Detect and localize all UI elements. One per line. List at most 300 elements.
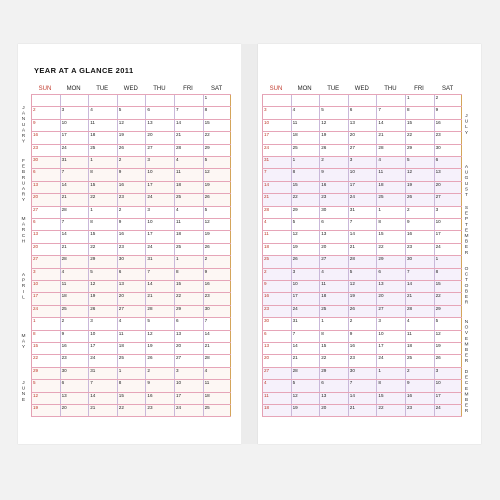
date-cell[interactable]: 11 xyxy=(262,393,290,405)
date-cell[interactable]: 17 xyxy=(60,132,88,144)
date-cell[interactable] xyxy=(88,95,116,107)
date-cell[interactable]: 22 xyxy=(174,293,202,305)
date-cell[interactable]: 9 xyxy=(145,380,173,392)
date-cell[interactable]: 12 xyxy=(88,281,116,293)
date-cell[interactable]: 1 xyxy=(203,95,231,107)
date-cell[interactable]: 17 xyxy=(262,132,290,144)
date-cell[interactable] xyxy=(60,95,88,107)
date-cell[interactable]: 10 xyxy=(88,331,116,343)
date-cell[interactable]: 13 xyxy=(60,393,88,405)
date-cell[interactable]: 8 xyxy=(31,331,59,343)
date-cell[interactable]: 14 xyxy=(174,120,202,132)
date-cell[interactable]: 28 xyxy=(405,306,433,318)
date-cell[interactable]: 16 xyxy=(117,182,145,194)
date-cell[interactable]: 18 xyxy=(376,182,404,194)
date-cell[interactable]: 14 xyxy=(203,331,231,343)
date-cell[interactable]: 4 xyxy=(319,269,347,281)
date-cell[interactable]: 31 xyxy=(88,368,116,380)
date-cell[interactable]: 2 xyxy=(145,368,173,380)
date-cell[interactable]: 4 xyxy=(174,207,202,219)
date-cell[interactable]: 27 xyxy=(31,207,59,219)
date-cell[interactable]: 4 xyxy=(60,269,88,281)
date-cell[interactable]: 3 xyxy=(376,318,404,330)
date-cell[interactable]: 3 xyxy=(291,269,319,281)
date-cell[interactable]: 14 xyxy=(262,182,290,194)
date-cell[interactable]: 17 xyxy=(88,343,116,355)
date-cell[interactable]: 7 xyxy=(405,269,433,281)
date-cell[interactable]: 4 xyxy=(376,157,404,169)
date-cell[interactable]: 13 xyxy=(376,281,404,293)
date-cell[interactable]: 4 xyxy=(262,219,290,231)
date-cell[interactable]: 22 xyxy=(203,132,231,144)
date-cell[interactable]: 25 xyxy=(376,194,404,206)
date-cell[interactable]: 14 xyxy=(405,281,433,293)
date-cell[interactable]: 9 xyxy=(348,331,376,343)
date-cell[interactable]: 15 xyxy=(203,120,231,132)
date-cell[interactable]: 7 xyxy=(174,107,202,119)
date-cell[interactable]: 11 xyxy=(88,120,116,132)
date-cell[interactable]: 19 xyxy=(405,182,433,194)
date-cell[interactable]: 26 xyxy=(319,145,347,157)
date-cell[interactable]: 24 xyxy=(60,145,88,157)
date-cell[interactable]: 17 xyxy=(174,393,202,405)
date-cell[interactable]: 12 xyxy=(31,393,59,405)
date-cell[interactable]: 19 xyxy=(348,293,376,305)
date-cell[interactable]: 26 xyxy=(145,355,173,367)
date-cell[interactable]: 29 xyxy=(291,207,319,219)
date-cell[interactable]: 7 xyxy=(348,380,376,392)
date-cell[interactable]: 16 xyxy=(262,293,290,305)
date-cell[interactable]: 27 xyxy=(434,194,462,206)
date-cell[interactable]: 6 xyxy=(60,380,88,392)
date-cell[interactable]: 18 xyxy=(174,231,202,243)
date-cell[interactable]: 11 xyxy=(117,331,145,343)
date-cell[interactable]: 16 xyxy=(60,343,88,355)
date-cell[interactable]: 1 xyxy=(117,368,145,380)
date-cell[interactable]: 15 xyxy=(31,343,59,355)
date-cell[interactable]: 12 xyxy=(291,393,319,405)
date-cell[interactable]: 20 xyxy=(262,355,290,367)
date-cell[interactable]: 24 xyxy=(376,355,404,367)
date-cell[interactable]: 23 xyxy=(405,244,433,256)
date-cell[interactable]: 22 xyxy=(291,194,319,206)
date-cell[interactable]: 9 xyxy=(60,331,88,343)
date-cell[interactable]: 11 xyxy=(262,231,290,243)
date-cell[interactable]: 7 xyxy=(145,269,173,281)
date-cell[interactable]: 4 xyxy=(405,318,433,330)
date-cell[interactable]: 25 xyxy=(203,405,231,417)
date-cell[interactable]: 30 xyxy=(405,256,433,268)
date-cell[interactable]: 21 xyxy=(60,194,88,206)
date-cell[interactable]: 30 xyxy=(203,306,231,318)
date-cell[interactable]: 6 xyxy=(434,157,462,169)
date-cell[interactable]: 17 xyxy=(376,343,404,355)
date-cell[interactable]: 12 xyxy=(203,219,231,231)
date-cell[interactable]: 21 xyxy=(262,194,290,206)
date-cell[interactable]: 5 xyxy=(291,380,319,392)
date-cell[interactable]: 21 xyxy=(376,132,404,144)
date-cell[interactable]: 22 xyxy=(117,405,145,417)
date-cell[interactable]: 8 xyxy=(117,380,145,392)
date-cell[interactable]: 27 xyxy=(117,306,145,318)
date-cell[interactable]: 24 xyxy=(145,244,173,256)
date-cell[interactable]: 26 xyxy=(203,244,231,256)
date-cell[interactable]: 8 xyxy=(376,380,404,392)
date-cell[interactable]: 17 xyxy=(145,182,173,194)
date-cell[interactable]: 12 xyxy=(203,169,231,181)
date-cell[interactable]: 17 xyxy=(291,293,319,305)
date-cell[interactable]: 6 xyxy=(376,269,404,281)
date-cell[interactable]: 2 xyxy=(405,207,433,219)
date-cell[interactable]: 14 xyxy=(60,231,88,243)
date-cell[interactable]: 20 xyxy=(60,405,88,417)
date-cell[interactable]: 19 xyxy=(291,405,319,417)
date-cell[interactable]: 15 xyxy=(376,393,404,405)
date-cell[interactable]: 23 xyxy=(60,355,88,367)
date-cell[interactable]: 24 xyxy=(88,355,116,367)
date-cell[interactable]: 11 xyxy=(291,120,319,132)
date-cell[interactable]: 24 xyxy=(434,244,462,256)
date-cell[interactable]: 3 xyxy=(434,207,462,219)
date-cell[interactable]: 9 xyxy=(31,120,59,132)
date-cell[interactable]: 31 xyxy=(348,207,376,219)
date-cell[interactable]: 23 xyxy=(117,194,145,206)
date-cell[interactable]: 6 xyxy=(319,380,347,392)
date-cell[interactable]: 14 xyxy=(376,120,404,132)
date-cell[interactable]: 15 xyxy=(88,182,116,194)
date-cell[interactable]: 9 xyxy=(319,169,347,181)
date-cell[interactable] xyxy=(348,95,376,107)
date-cell[interactable]: 14 xyxy=(291,343,319,355)
date-cell[interactable]: 25 xyxy=(117,355,145,367)
date-cell[interactable] xyxy=(174,95,202,107)
date-cell[interactable]: 29 xyxy=(405,145,433,157)
date-cell[interactable]: 10 xyxy=(291,281,319,293)
date-cell[interactable]: 29 xyxy=(376,256,404,268)
date-cell[interactable]: 30 xyxy=(348,368,376,380)
date-cell[interactable]: 20 xyxy=(319,405,347,417)
date-cell[interactable]: 16 xyxy=(405,393,433,405)
date-cell[interactable]: 2 xyxy=(203,256,231,268)
date-cell[interactable]: 8 xyxy=(405,107,433,119)
date-cell[interactable]: 8 xyxy=(434,269,462,281)
date-cell[interactable]: 15 xyxy=(291,182,319,194)
date-cell[interactable]: 3 xyxy=(145,157,173,169)
date-cell[interactable]: 11 xyxy=(174,219,202,231)
date-cell[interactable]: 20 xyxy=(376,293,404,305)
date-cell[interactable]: 23 xyxy=(203,293,231,305)
date-cell[interactable]: 21 xyxy=(145,293,173,305)
date-cell[interactable]: 24 xyxy=(174,405,202,417)
date-cell[interactable]: 6 xyxy=(174,318,202,330)
date-cell[interactable]: 1 xyxy=(31,318,59,330)
date-cell[interactable]: 16 xyxy=(434,120,462,132)
date-cell[interactable]: 17 xyxy=(31,293,59,305)
date-cell[interactable]: 26 xyxy=(203,194,231,206)
date-cell[interactable]: 7 xyxy=(60,169,88,181)
date-cell[interactable]: 4 xyxy=(291,107,319,119)
date-cell[interactable]: 7 xyxy=(376,107,404,119)
date-cell[interactable]: 8 xyxy=(376,219,404,231)
date-cell[interactable]: 16 xyxy=(348,343,376,355)
date-cell[interactable]: 20 xyxy=(117,293,145,305)
date-cell[interactable]: 12 xyxy=(405,169,433,181)
date-cell[interactable]: 27 xyxy=(376,306,404,318)
date-cell[interactable]: 2 xyxy=(117,207,145,219)
date-cell[interactable]: 27 xyxy=(262,368,290,380)
date-cell[interactable]: 10 xyxy=(31,281,59,293)
date-cell[interactable]: 8 xyxy=(291,169,319,181)
date-cell[interactable]: 22 xyxy=(376,244,404,256)
date-cell[interactable]: 2 xyxy=(117,157,145,169)
date-cell[interactable]: 14 xyxy=(145,281,173,293)
date-cell[interactable]: 9 xyxy=(434,107,462,119)
date-cell[interactable]: 19 xyxy=(31,405,59,417)
date-cell[interactable]: 13 xyxy=(174,331,202,343)
date-cell[interactable]: 15 xyxy=(117,393,145,405)
date-cell[interactable]: 9 xyxy=(117,219,145,231)
date-cell[interactable]: 19 xyxy=(291,244,319,256)
date-cell[interactable]: 16 xyxy=(405,231,433,243)
date-cell[interactable]: 18 xyxy=(262,405,290,417)
date-cell[interactable]: 7 xyxy=(203,318,231,330)
date-cell[interactable]: 29 xyxy=(319,368,347,380)
date-cell[interactable]: 11 xyxy=(174,169,202,181)
date-cell[interactable]: 1 xyxy=(291,157,319,169)
date-cell[interactable]: 8 xyxy=(88,219,116,231)
date-cell[interactable]: 25 xyxy=(60,306,88,318)
date-cell[interactable]: 18 xyxy=(203,393,231,405)
date-cell[interactable]: 1 xyxy=(319,318,347,330)
date-cell[interactable]: 28 xyxy=(376,145,404,157)
date-cell[interactable]: 1 xyxy=(88,157,116,169)
date-cell[interactable]: 23 xyxy=(319,194,347,206)
date-cell[interactable]: 22 xyxy=(31,355,59,367)
date-cell[interactable]: 11 xyxy=(376,169,404,181)
date-cell[interactable]: 16 xyxy=(145,393,173,405)
date-cell[interactable]: 9 xyxy=(405,219,433,231)
date-cell[interactable]: 19 xyxy=(88,293,116,305)
date-cell[interactable]: 8 xyxy=(203,107,231,119)
date-cell[interactable]: 5 xyxy=(405,157,433,169)
date-cell[interactable]: 24 xyxy=(31,306,59,318)
date-cell[interactable]: 22 xyxy=(376,405,404,417)
date-cell[interactable]: 29 xyxy=(434,306,462,318)
date-cell[interactable]: 7 xyxy=(262,169,290,181)
date-cell[interactable]: 5 xyxy=(203,157,231,169)
date-cell[interactable]: 23 xyxy=(348,355,376,367)
date-cell[interactable] xyxy=(145,95,173,107)
date-cell[interactable]: 19 xyxy=(203,231,231,243)
date-cell[interactable]: 18 xyxy=(174,182,202,194)
date-cell[interactable]: 31 xyxy=(60,157,88,169)
date-cell[interactable]: 27 xyxy=(319,256,347,268)
date-cell[interactable]: 10 xyxy=(145,219,173,231)
date-cell[interactable]: 3 xyxy=(348,157,376,169)
date-cell[interactable]: 21 xyxy=(348,244,376,256)
date-cell[interactable]: 18 xyxy=(88,132,116,144)
date-cell[interactable]: 6 xyxy=(262,331,290,343)
date-cell[interactable]: 7 xyxy=(348,219,376,231)
date-cell[interactable]: 17 xyxy=(348,182,376,194)
date-cell[interactable]: 29 xyxy=(31,368,59,380)
date-cell[interactable]: 28 xyxy=(262,207,290,219)
date-cell[interactable]: 5 xyxy=(88,269,116,281)
date-cell[interactable]: 3 xyxy=(145,207,173,219)
date-cell[interactable]: 29 xyxy=(174,306,202,318)
date-cell[interactable]: 13 xyxy=(319,231,347,243)
date-cell[interactable]: 29 xyxy=(88,256,116,268)
date-cell[interactable]: 26 xyxy=(88,306,116,318)
date-cell[interactable]: 27 xyxy=(31,256,59,268)
date-cell[interactable]: 3 xyxy=(174,368,202,380)
date-cell[interactable]: 16 xyxy=(117,231,145,243)
date-cell[interactable]: 10 xyxy=(434,380,462,392)
date-cell[interactable]: 26 xyxy=(291,256,319,268)
date-cell[interactable]: 20 xyxy=(174,343,202,355)
date-cell[interactable]: 16 xyxy=(319,182,347,194)
date-cell[interactable]: 11 xyxy=(60,281,88,293)
date-cell[interactable]: 8 xyxy=(174,269,202,281)
date-cell[interactable]: 30 xyxy=(434,145,462,157)
date-cell[interactable]: 20 xyxy=(145,132,173,144)
date-cell[interactable]: 7 xyxy=(60,219,88,231)
date-cell[interactable]: 3 xyxy=(434,368,462,380)
date-cell[interactable]: 6 xyxy=(117,269,145,281)
date-cell[interactable]: 10 xyxy=(434,219,462,231)
date-cell[interactable]: 20 xyxy=(31,194,59,206)
date-cell[interactable]: 21 xyxy=(60,244,88,256)
date-cell[interactable]: 23 xyxy=(117,244,145,256)
date-cell[interactable]: 6 xyxy=(31,219,59,231)
date-cell[interactable]: 30 xyxy=(117,256,145,268)
date-cell[interactable]: 4 xyxy=(262,380,290,392)
date-cell[interactable]: 22 xyxy=(88,244,116,256)
date-cell[interactable]: 5 xyxy=(117,107,145,119)
date-cell[interactable]: 24 xyxy=(348,194,376,206)
date-cell[interactable]: 18 xyxy=(117,343,145,355)
date-cell[interactable]: 31 xyxy=(262,157,290,169)
date-cell[interactable]: 12 xyxy=(117,120,145,132)
date-cell[interactable]: 15 xyxy=(405,120,433,132)
date-cell[interactable]: 14 xyxy=(348,393,376,405)
date-cell[interactable]: 15 xyxy=(376,231,404,243)
date-cell[interactable]: 21 xyxy=(291,355,319,367)
date-cell[interactable]: 28 xyxy=(291,368,319,380)
date-cell[interactable]: 27 xyxy=(174,355,202,367)
date-cell[interactable]: 10 xyxy=(145,169,173,181)
date-cell[interactable]: 1 xyxy=(376,207,404,219)
date-cell[interactable]: 21 xyxy=(203,343,231,355)
date-cell[interactable]: 28 xyxy=(60,207,88,219)
date-cell[interactable]: 25 xyxy=(291,145,319,157)
date-cell[interactable]: 23 xyxy=(434,132,462,144)
date-cell[interactable]: 7 xyxy=(88,380,116,392)
date-cell[interactable]: 20 xyxy=(319,244,347,256)
date-cell[interactable]: 23 xyxy=(145,405,173,417)
date-cell[interactable]: 12 xyxy=(434,331,462,343)
date-cell[interactable]: 11 xyxy=(319,281,347,293)
date-cell[interactable]: 4 xyxy=(88,107,116,119)
date-cell[interactable]: 12 xyxy=(319,120,347,132)
date-cell[interactable]: 22 xyxy=(319,355,347,367)
date-cell[interactable]: 17 xyxy=(434,231,462,243)
date-cell[interactable]: 9 xyxy=(262,281,290,293)
date-cell[interactable]: 27 xyxy=(348,145,376,157)
date-cell[interactable]: 3 xyxy=(262,107,290,119)
date-cell[interactable]: 22 xyxy=(434,293,462,305)
date-cell[interactable]: 25 xyxy=(262,256,290,268)
date-cell[interactable] xyxy=(31,95,59,107)
date-cell[interactable]: 4 xyxy=(174,157,202,169)
date-cell[interactable]: 4 xyxy=(203,368,231,380)
date-cell[interactable]: 20 xyxy=(31,244,59,256)
date-cell[interactable]: 5 xyxy=(31,380,59,392)
date-cell[interactable]: 17 xyxy=(434,393,462,405)
date-cell[interactable] xyxy=(319,95,347,107)
date-cell[interactable]: 11 xyxy=(405,331,433,343)
date-cell[interactable]: 13 xyxy=(262,343,290,355)
date-cell[interactable]: 9 xyxy=(203,269,231,281)
date-cell[interactable]: 13 xyxy=(434,169,462,181)
date-cell[interactable]: 5 xyxy=(291,219,319,231)
date-cell[interactable]: 1 xyxy=(376,368,404,380)
date-cell[interactable]: 15 xyxy=(319,343,347,355)
date-cell[interactable]: 30 xyxy=(319,207,347,219)
date-cell[interactable]: 18 xyxy=(60,293,88,305)
date-cell[interactable]: 5 xyxy=(319,107,347,119)
date-cell[interactable]: 23 xyxy=(405,405,433,417)
date-cell[interactable]: 2 xyxy=(405,368,433,380)
date-cell[interactable]: 25 xyxy=(405,355,433,367)
date-cell[interactable] xyxy=(117,95,145,107)
date-cell[interactable]: 14 xyxy=(348,231,376,243)
date-cell[interactable]: 13 xyxy=(348,120,376,132)
date-cell[interactable]: 19 xyxy=(145,343,173,355)
date-cell[interactable]: 18 xyxy=(291,132,319,144)
date-cell[interactable]: 28 xyxy=(348,256,376,268)
date-cell[interactable]: 5 xyxy=(145,318,173,330)
date-cell[interactable]: 2 xyxy=(60,318,88,330)
date-cell[interactable]: 26 xyxy=(348,306,376,318)
date-cell[interactable]: 20 xyxy=(434,182,462,194)
date-cell[interactable]: 29 xyxy=(203,145,231,157)
date-cell[interactable]: 28 xyxy=(203,355,231,367)
date-cell[interactable]: 20 xyxy=(348,132,376,144)
date-cell[interactable]: 24 xyxy=(291,306,319,318)
date-cell[interactable]: 13 xyxy=(319,393,347,405)
date-cell[interactable]: 13 xyxy=(31,182,59,194)
date-cell[interactable]: 10 xyxy=(376,331,404,343)
date-cell[interactable]: 23 xyxy=(31,145,59,157)
date-cell[interactable]: 16 xyxy=(203,281,231,293)
date-cell[interactable]: 22 xyxy=(405,132,433,144)
date-cell[interactable]: 14 xyxy=(60,182,88,194)
date-cell[interactable]: 15 xyxy=(88,231,116,243)
date-cell[interactable]: 6 xyxy=(348,107,376,119)
date-cell[interactable]: 27 xyxy=(145,145,173,157)
date-cell[interactable]: 19 xyxy=(117,132,145,144)
date-cell[interactable]: 28 xyxy=(145,306,173,318)
date-cell[interactable]: 13 xyxy=(145,120,173,132)
date-cell[interactable]: 26 xyxy=(434,355,462,367)
date-cell[interactable] xyxy=(291,95,319,107)
date-cell[interactable]: 21 xyxy=(88,405,116,417)
date-cell[interactable]: 26 xyxy=(405,194,433,206)
date-cell[interactable]: 6 xyxy=(145,107,173,119)
date-cell[interactable]: 24 xyxy=(434,405,462,417)
date-cell[interactable] xyxy=(376,95,404,107)
